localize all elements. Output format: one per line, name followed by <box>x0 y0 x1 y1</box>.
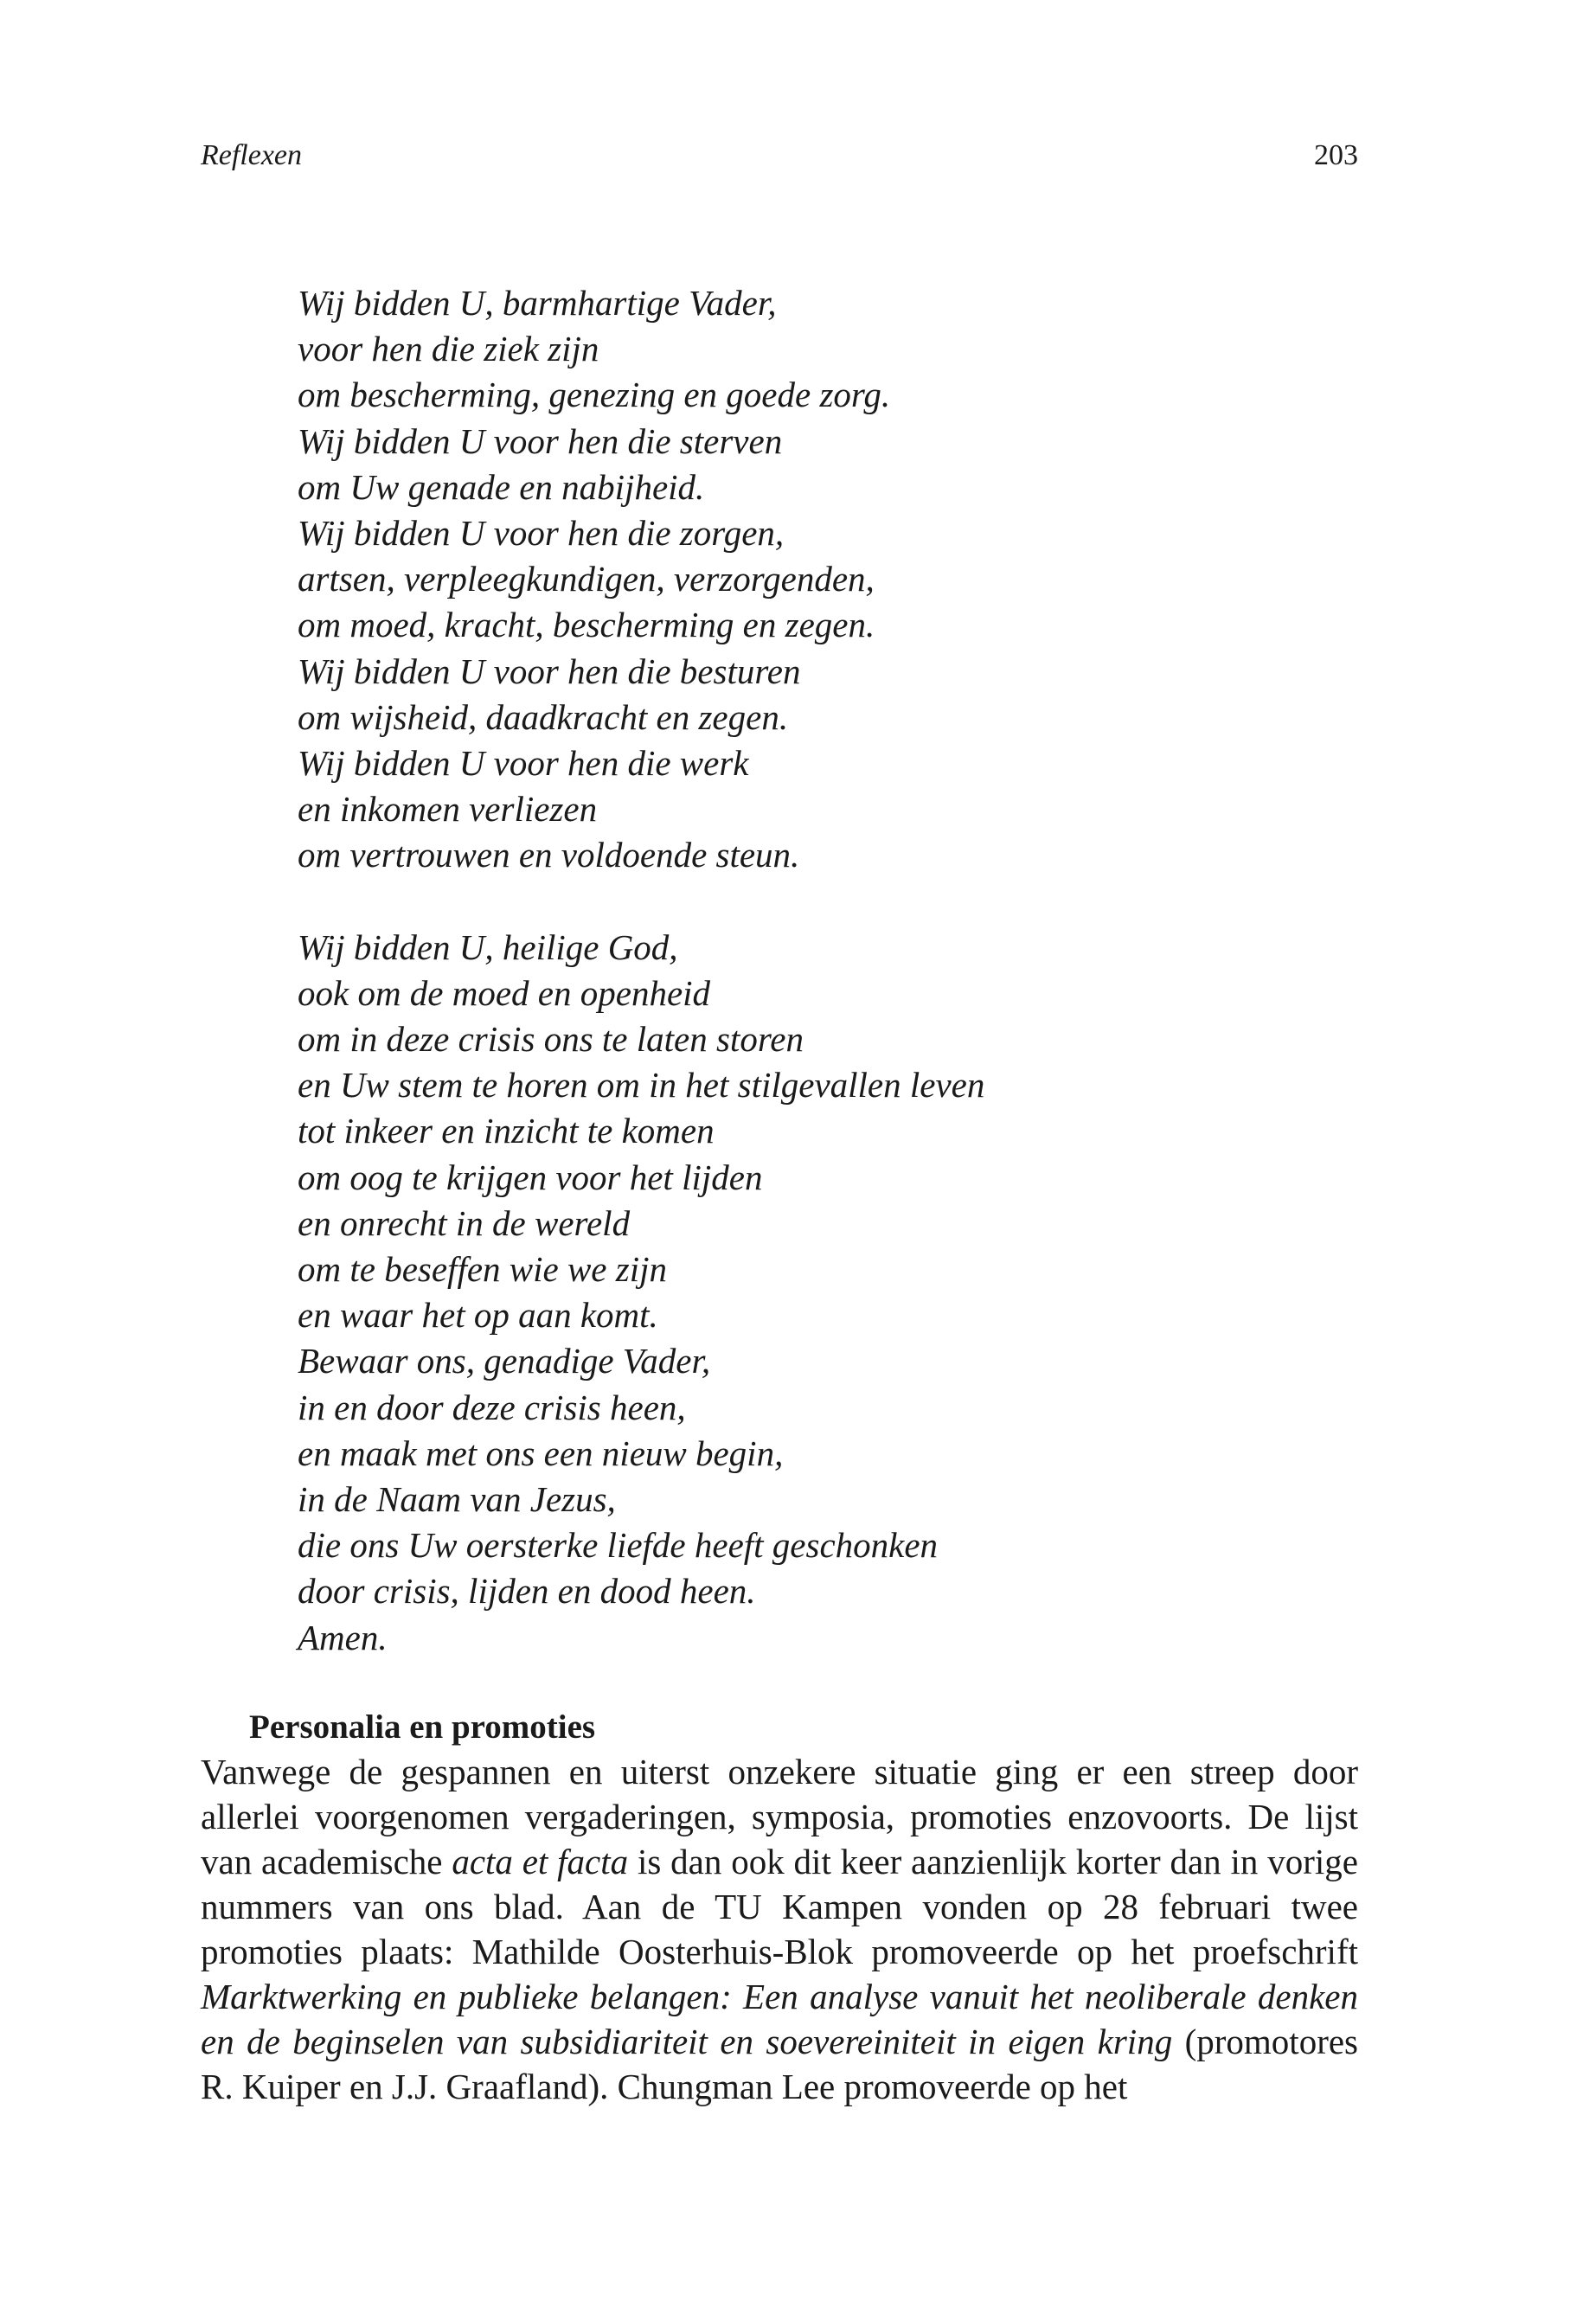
poem-line: Wij bidden U voor hen die besturen <box>298 651 801 691</box>
emphasis-acta-et-facta: acta et facta <box>452 1842 629 1881</box>
poem-line: Wij bidden U voor hen die zorgen, <box>298 513 785 554</box>
poem-line: Wij bidden U, heilige God, <box>298 926 678 967</box>
poem-line: om in deze crisis ons te laten storen <box>298 1019 804 1060</box>
poem-stanza-2 <box>298 925 1362 1661</box>
body-paragraph <box>201 1749 1358 2109</box>
poem-line: om te beseffen wie we zijn <box>298 1249 667 1290</box>
running-title: Reflexen <box>201 139 303 171</box>
poem-line: Amen. <box>298 1617 388 1657</box>
poem-stanza-1 <box>298 280 1362 879</box>
poem-line: en Uw stem te horen om in het stilgevallen leven <box>298 1065 985 1106</box>
poem-line: Wij bidden U voor hen die werk <box>298 743 749 784</box>
poem-line: en maak met ons een nieuw begin, <box>298 1433 784 1473</box>
poem-line: die ons Uw oersterke liefde heeft geschonken <box>298 1525 939 1566</box>
paragraph-text: is dan ook dit keer aanzienlijk korter dan in vorige nummers van ons blad. Aan de TU Kampen vonden op 28 februari twee promoties plaats: Mathilde Oosterhuis-Blok promoveerde op het proefschrift <box>201 1842 1358 1971</box>
poem-line: en inkomen verliezen <box>298 789 598 830</box>
poem-line: in de Naam van Jezus, <box>298 1479 616 1520</box>
poem-line: Wij bidden U voor hen die sterven <box>298 420 783 461</box>
running-head <box>201 134 1358 177</box>
poem-line: en onrecht in de wereld <box>298 1202 631 1243</box>
poem-line: om Uw genade en nabijheid. <box>298 466 705 507</box>
poem-line: tot inkeer en inzicht te komen <box>298 1111 715 1151</box>
page-number: 203 <box>1314 139 1358 171</box>
poem-line: ook om de moed en openheid <box>298 972 711 1013</box>
poem-line: in en door deze crisis heen, <box>298 1387 686 1427</box>
paragraph-text: Vanwege de gespannen en uiterst onzekere situatie ging er een streep door allerlei voorgenomen vergaderingen, symposia, promoties enzovoorts. De lijst van academische <box>201 1752 1358 1881</box>
poem-line: Bewaar ons, genadige Vader, <box>298 1341 711 1381</box>
poem-line: om bescherming, genezing en goede zorg. <box>298 375 891 415</box>
prayer-poem <box>298 280 1362 1661</box>
poem-line: om oog te krijgen voor het lijden <box>298 1157 763 1197</box>
section-heading: Personalia en promoties <box>249 1708 596 1746</box>
dissertation-title: Marktwerking en publieke belangen: Een analyse vanuit het neoliberale denken en de beginselen van subsidiariteit en soevereiniteit in eigen kring <box>201 1977 1358 2061</box>
poem-line: om vertrouwen en voldoende steun. <box>298 835 800 875</box>
poem-line: Wij bidden U, barmhartige Vader, <box>298 283 777 323</box>
poem-line: door crisis, lijden en dood heen. <box>298 1571 756 1612</box>
poem-line: om wijsheid, daadkracht en zegen. <box>298 696 789 737</box>
poem-line: voor hen die ziek zijn <box>298 329 599 369</box>
paragraph-text: (promotores R. Kuiper en J.J. Graafland). Chungman Lee promoveerde op het <box>201 2022 1358 2106</box>
poem-line: en waar het op aan komt. <box>298 1295 658 1336</box>
poem-line: artsen, verpleegkundigen, verzorgenden, <box>298 559 875 599</box>
poem-line: om moed, kracht, bescherming en zegen. <box>298 605 875 645</box>
